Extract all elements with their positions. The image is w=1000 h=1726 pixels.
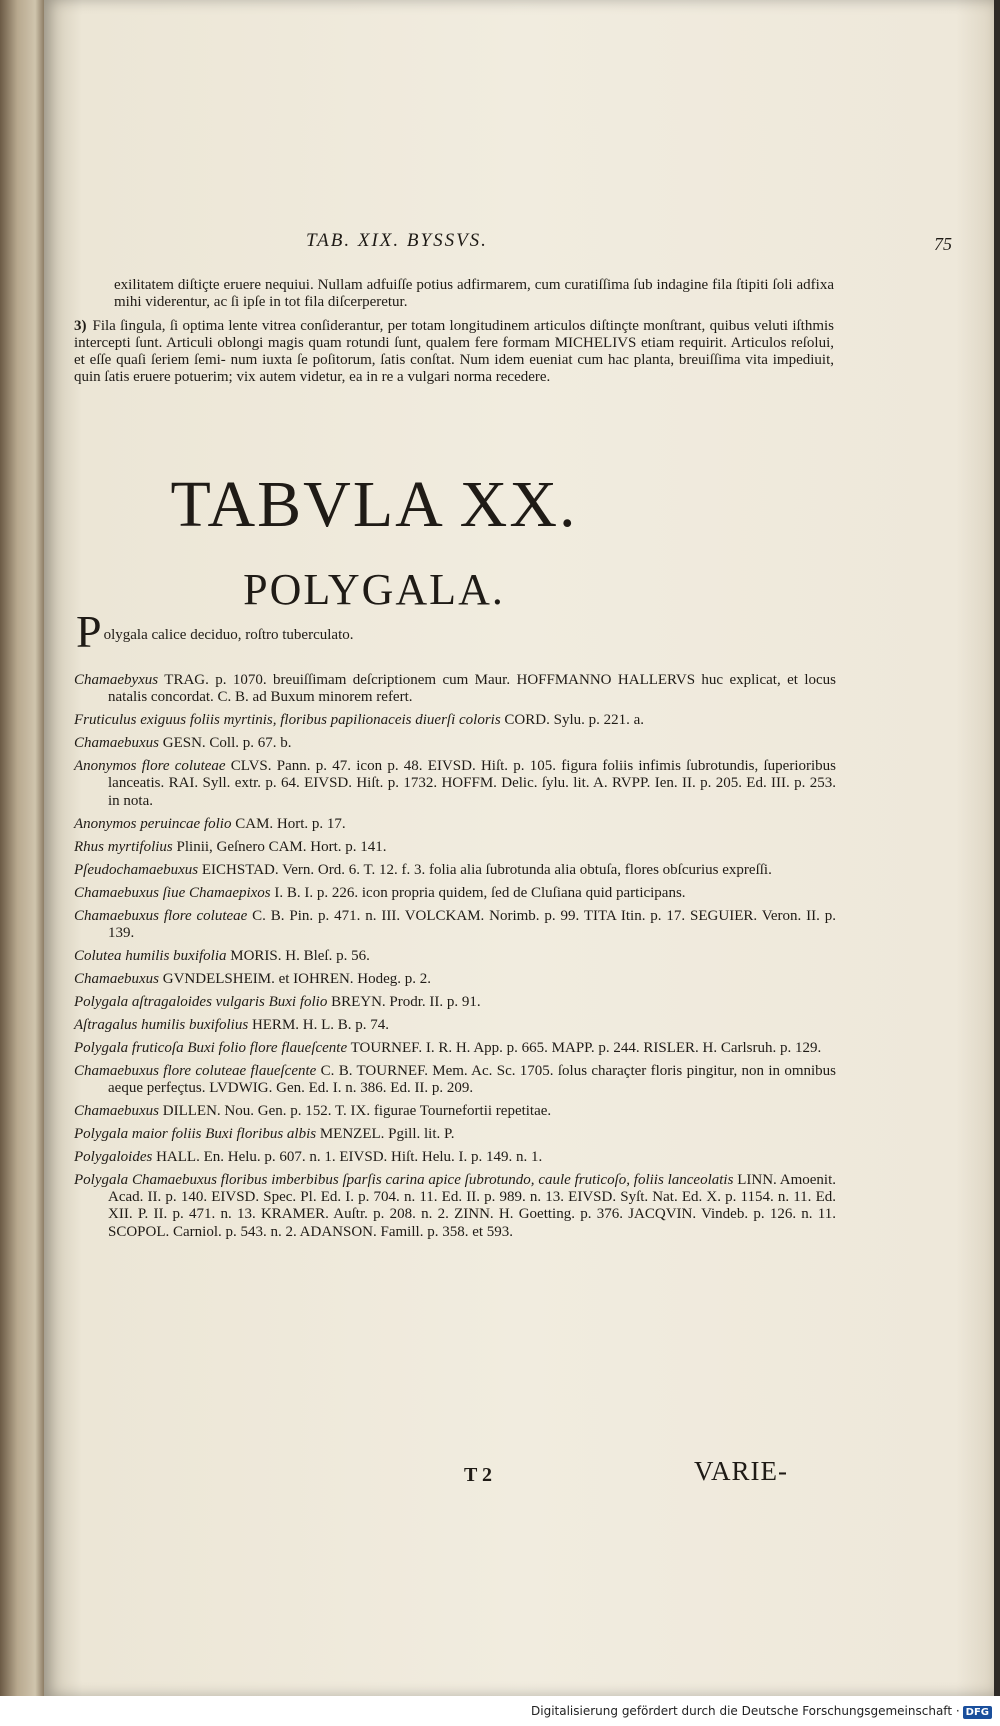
synonym-entry (74, 885, 836, 902)
synonym-reference: GVNDELSHEIM. et IOHREN. Hodeg. p. 2. (159, 970, 432, 987)
synonym-entry (74, 1040, 836, 1057)
diagnosis-text: olygala calice deciduo, roſtro tuberculato. (103, 627, 354, 643)
synonym-name: Polygala aſtragaloides vulgaris Buxi folio (74, 993, 328, 1010)
synonym-entry (74, 816, 836, 833)
synonym-reference: BREYN. Prodr. II. p. 91. (327, 993, 481, 1010)
synonym-reference: MENZEL. Pgill. lit. P. (316, 1126, 455, 1143)
running-head: TAB. XIX. BYSSVS. (306, 230, 488, 251)
synonym-reference: MORIS. H. Bleſ. p. 56. (226, 947, 370, 964)
credit-text: Digitalisierung gefördert durch die Deutsche Forschungsgemeinschaft · (531, 1704, 960, 1718)
synonym-entry (74, 1017, 836, 1034)
synonym-reference: DILLEN. Nou. Gen. p. 152. T. IX. figurae Tournefortii repetitae. (159, 1103, 552, 1120)
funding-credit (531, 1704, 992, 1719)
synonym-entry (74, 971, 836, 988)
synonym-reference: C. B. Pin. p. 471. n. III. VOLCKAM. Norimb. p. 99. TITA Itin. p. 17. SEGUIER. Veron. II. p. 139. (108, 907, 837, 941)
synonym-entry (74, 1063, 836, 1097)
signature-mark: T 2 (464, 1464, 492, 1486)
synonym-entry (74, 1126, 836, 1143)
synonym-name: Chamaebuxus (74, 735, 159, 752)
synonym-name: Chamaebuxus ſiue Chamaepixos (74, 884, 271, 901)
note-number: 3) (74, 318, 87, 334)
synonym-reference: CORD. Sylu. p. 221. a. (500, 712, 645, 729)
synonym-name: Chamaebyxus (74, 672, 159, 688)
page-header (44, 224, 994, 264)
page-number: 75 (934, 234, 952, 254)
diagnosis (76, 606, 354, 657)
catchword: VARIE- (694, 1456, 789, 1486)
synonym-reference: EICHSTAD. Vern. Ord. 6. T. 12. f. 3. folia alia ſubrotunda alia obtuſa, flores obſcurius expreſſi. (198, 861, 772, 878)
synonym-reference: HERM. H. L. B. p. 74. (248, 1016, 390, 1033)
synonym-reference: Plinii, Geſnero CAM. Hort. p. 141. (172, 838, 387, 855)
synonym-reference: CLVS. Pann. p. 47. icon p. 48. EIVSD. Hiſt. p. 105. figura foliis infimis ſubrotundis, ſuperioribus lanceatis. RAI. Syll. extr. p. 64. EIVSD. Hiſt. p. 1732. HOFFM. Delic. ſylu. lit. A. RVPP. Ien. II. p. 205. Ed. III. p. 253. in nota. (108, 758, 836, 809)
synonym-name: Rhus myrtifolius (74, 838, 173, 855)
synonym-name: Anonymos flore coluteae (74, 758, 226, 775)
synonym-entry (74, 1149, 836, 1166)
plate-title: TABVLA XX. (170, 468, 578, 541)
synonym-entry (74, 735, 836, 752)
synonym-reference: LINN. Amoenit. Acad. II. p. 140. EIVSD. Spec. Pl. Ed. I. p. 704. n. 11. Ed. II. p. 989. n. 13. EIVSD. Syſt. Nat. Ed. X. p. 1154. n. 11. Ed. XII. P. II. p. 471. n. 13. KRAMER. Auſtr. p. 208. n. 2. ZINN. H. Goetting. p. 376. JACQVIN. Vindeb. p. 126. n. 11. SCOPOL. Carniol. p. 543. n. 2. ADANSON. Famill. p. 358. et 593. (108, 1172, 836, 1240)
book-page (44, 0, 994, 1696)
note-text: Fila ſingula, ſi optima lente vitrea conſiderantur, per totam longitudinem articulos diſtinçte monſtrant, quibus veluti iſthmis intercepti ſunt. Articuli oblongi magis quam rotundi ſunt, qualem fere formam MICHELIVS etiam requirit. Articulos reſolui, et eſſe quaſi ſeriem ſemi- num iuxta ſe poſitorum, ſatis conſtat. Num idem eueniat cum hac planta, breuiſſima vita impediuit, quin ſatis eruere potuerim; vix autem videtur, ea in re a vulgari norma recedere. (74, 318, 834, 385)
synonym-entry (74, 908, 836, 942)
synonym-name: Polygaloides (74, 1149, 153, 1166)
synonym-reference: I. B. I. p. 226. icon propria quidem, ſed de Cluſiana quid participans. (270, 884, 686, 901)
synonym-name: Polygala fruticoſa Buxi folio flore flaueſcente (74, 1039, 348, 1056)
synonym-entry (74, 948, 836, 965)
synonym-entry (74, 839, 836, 856)
synonym-reference: GESN. Coll. p. 67. b. (159, 735, 292, 752)
synonym-name: Polygala maior foliis Buxi floribus albis (74, 1126, 317, 1143)
synonym-entry (74, 994, 836, 1011)
synonym-entry (74, 672, 836, 706)
synonym-name: Chamaebuxus flore coluteae (74, 907, 248, 924)
synonym-name: Anonymos peruincae folio (74, 815, 232, 832)
synonym-reference: CAM. Hort. p. 17. (231, 815, 346, 832)
synonym-name: Pſeudochamaebuxus (74, 861, 199, 878)
synonym-name: Colutea humilis buxifolia (74, 947, 227, 964)
genus-title: POLYGALA. (243, 565, 505, 614)
dfg-logo-icon: DFG (963, 1706, 992, 1719)
synonym-reference: TRAG. p. 1070. breuiſſimam deſcriptionem cum Maur. HOFFMANNO HALLERVS huc explicat, et locus natalis concordat. C. B. ad Buxum minorem refert. (108, 672, 836, 706)
drop-cap: P (76, 606, 102, 657)
synonym-entry (74, 1172, 836, 1241)
synonym-name: Chamaebuxus flore coluteae flaueſcente (74, 1062, 317, 1079)
note-paragraph-3 (74, 318, 834, 386)
adjacent-page-edge (0, 0, 44, 1726)
synonym-entry (74, 862, 836, 879)
synonym-name: Polygala Chamaebuxus floribus imberbibus ſparſis carina apice ſubrotundo, caule fruticoſo, foliis lanceolatis (74, 1172, 734, 1189)
synonym-reference: HALL. En. Helu. p. 607. n. 1. EIVSD. Hiſt. Helu. I. p. 149. n. 1. (152, 1149, 543, 1166)
synonym-list (74, 672, 836, 1247)
continued-paragraph: exilitatem diſtiçte eruere nequiui. Nullam adfuiſſe potius adfirmarem, cum curatiſſima ſub indagine fila ſtipiti ſoli adfixa mihi viderentur, ac ſi ipſe in tot fila diſcerperetur. (114, 277, 834, 310)
synonym-name: Chamaebuxus (74, 970, 159, 987)
synonym-entry (74, 1103, 836, 1120)
synonym-entry (74, 712, 836, 729)
synonym-name: Fruticulus exiguus foliis myrtinis, floribus papilionaceis diuerſi coloris (74, 712, 501, 729)
synonym-entry (74, 758, 836, 810)
synonym-name: Chamaebuxus (74, 1103, 159, 1120)
synonym-reference: C. B. TOURNEF. Mem. Ac. Sc. 1705. ſolus charaçter floris pingitur, non in omnibus aeque perfeçtus. LVDWIG. Gen. Ed. I. n. 386. Ed. II. p. 209. (108, 1062, 837, 1097)
synonym-reference: TOURNEF. I. R. H. App. p. 665. MAPP. p. 244. RISLER. H. Carlsruh. p. 129. (347, 1039, 822, 1056)
digitization-footer (0, 1696, 1000, 1726)
synonym-name: Aſtragalus humilis buxifolius (74, 1016, 249, 1033)
